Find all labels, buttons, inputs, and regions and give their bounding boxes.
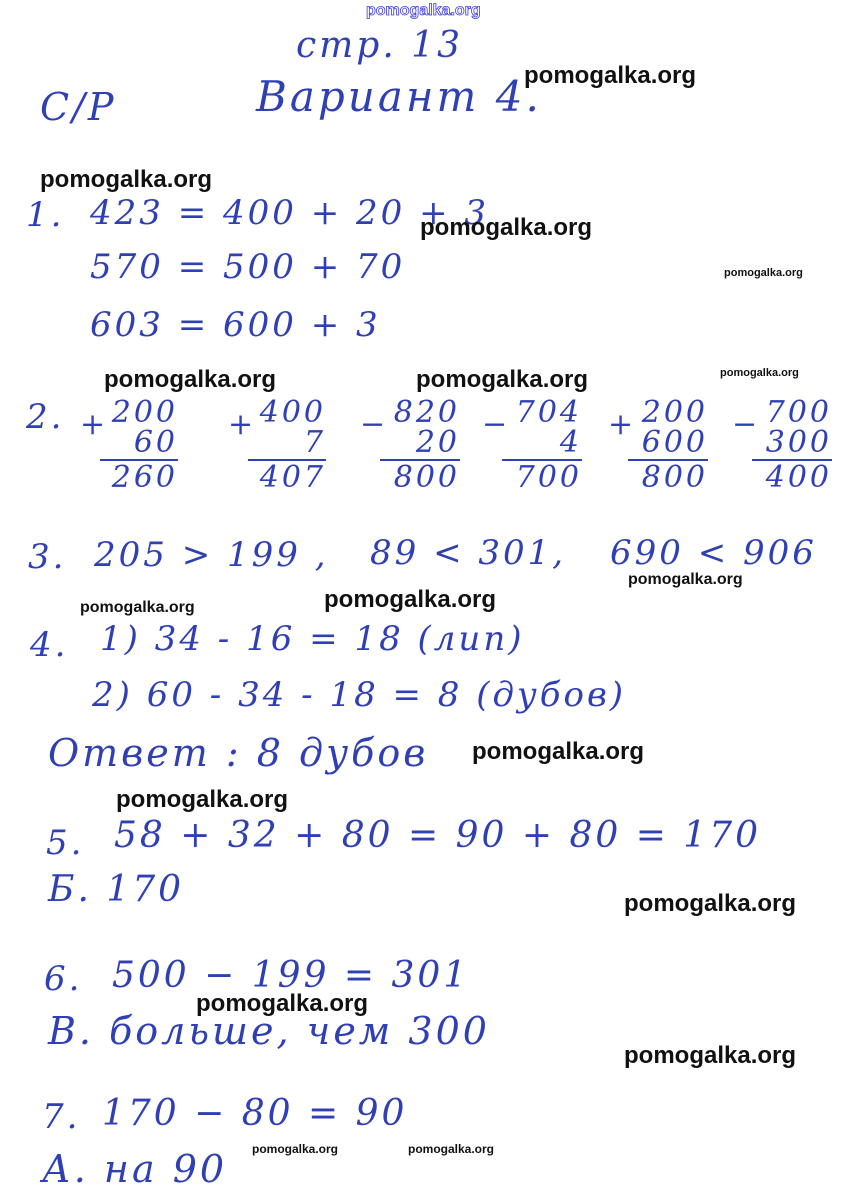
task6-expression: 500 − 199 = 301 xyxy=(112,955,470,996)
column-calc xyxy=(228,395,326,495)
column-top: 820 xyxy=(393,395,460,430)
task1-line2: 570 = 500 + 70 xyxy=(90,247,406,287)
watermark: pomogalka.org xyxy=(472,738,645,765)
column-bottom: 20 xyxy=(415,425,460,460)
task7-expression: 170 − 80 = 90 xyxy=(102,1093,408,1134)
task7-answer: А. на 90 xyxy=(42,1147,228,1191)
task1-line3: 603 = 600 + 3 xyxy=(90,305,381,345)
watermark: pomogalka.org xyxy=(624,890,797,917)
column-bottom: 4 xyxy=(559,425,582,460)
task5-expression: 58 + 32 + 80 = 90 + 80 = 170 xyxy=(114,815,762,856)
watermark: pomogalka.org xyxy=(720,367,799,379)
task3-compare2: 89 < 301, xyxy=(370,533,567,573)
task4-step2: 2) 60 - 34 - 18 = 8 (дубов) xyxy=(92,675,627,715)
task5-answer: Б. 170 xyxy=(48,869,185,910)
watermark: pomogalka.org xyxy=(104,366,277,393)
column-calc xyxy=(482,395,582,495)
watermark: pomogalka.org xyxy=(252,1142,339,1156)
column-sign: − xyxy=(360,407,389,442)
task1-number: 1. xyxy=(26,195,65,235)
column-bottom: 7 xyxy=(303,425,326,460)
column-top: 400 xyxy=(259,395,326,430)
page-number: стр. 13 xyxy=(296,25,464,66)
column-top: 704 xyxy=(515,395,582,430)
column-result: 800 xyxy=(393,460,460,495)
column-result: 407 xyxy=(259,460,326,495)
column-calc xyxy=(732,395,832,495)
cp-label: С/Р xyxy=(40,85,117,129)
watermark: pomogalka.org xyxy=(80,599,195,616)
watermark: pomogalka.org xyxy=(524,62,697,89)
column-top: 200 xyxy=(641,395,708,430)
watermark: pomogalka.org xyxy=(724,267,803,279)
task7-number: 7. xyxy=(42,1097,81,1137)
column-sign: − xyxy=(482,407,511,442)
column-result: 260 xyxy=(111,460,178,495)
watermark: pomogalka.org xyxy=(416,366,589,393)
column-bottom: 300 xyxy=(765,425,832,460)
column-calc xyxy=(360,395,460,495)
column-sign: + xyxy=(228,407,257,442)
task5-number: 5. xyxy=(46,823,85,863)
column-calc xyxy=(608,395,708,495)
top-watermark: pomogalka.org xyxy=(366,2,481,19)
watermark: pomogalka.org xyxy=(40,166,213,193)
variant-title: Вариант 4. xyxy=(256,72,542,121)
column-bottom: 60 xyxy=(133,425,178,460)
task3-compare3: 690 < 906 xyxy=(610,533,817,573)
task6-number: 6. xyxy=(44,959,83,999)
watermark: pomogalka.org xyxy=(408,1142,495,1156)
column-sign: + xyxy=(608,407,637,442)
column-sign: − xyxy=(732,407,761,442)
column-result: 400 xyxy=(765,460,832,495)
watermark: pomogalka.org xyxy=(624,1042,797,1069)
task6-answer: В. больше, чем 300 xyxy=(48,1009,490,1053)
column-top: 200 xyxy=(111,395,178,430)
task4-step1: 1) 34 - 16 = 18 (лип) xyxy=(100,619,525,659)
column-bottom: 600 xyxy=(641,425,708,460)
task4-number: 4. xyxy=(30,625,69,665)
watermark: pomogalka.org xyxy=(324,586,497,613)
watermark: pomogalka.org xyxy=(116,786,289,813)
watermark: pomogalka.org xyxy=(420,214,593,241)
task2-number: 2. xyxy=(26,397,65,437)
task3-compare1: 205 > 199 , xyxy=(94,535,329,575)
column-result: 700 xyxy=(515,460,582,495)
column-calc xyxy=(80,395,178,495)
watermark: pomogalka.org xyxy=(196,990,369,1017)
watermark: pomogalka.org xyxy=(628,571,743,588)
column-sign: + xyxy=(80,407,109,442)
task3-number: 3. xyxy=(28,537,67,577)
task1-line1: 423 = 400 + 20 + 3 xyxy=(90,193,489,233)
task4-answer: Ответ : 8 дубов xyxy=(48,731,429,775)
column-top: 700 xyxy=(765,395,832,430)
column-result: 800 xyxy=(641,460,708,495)
